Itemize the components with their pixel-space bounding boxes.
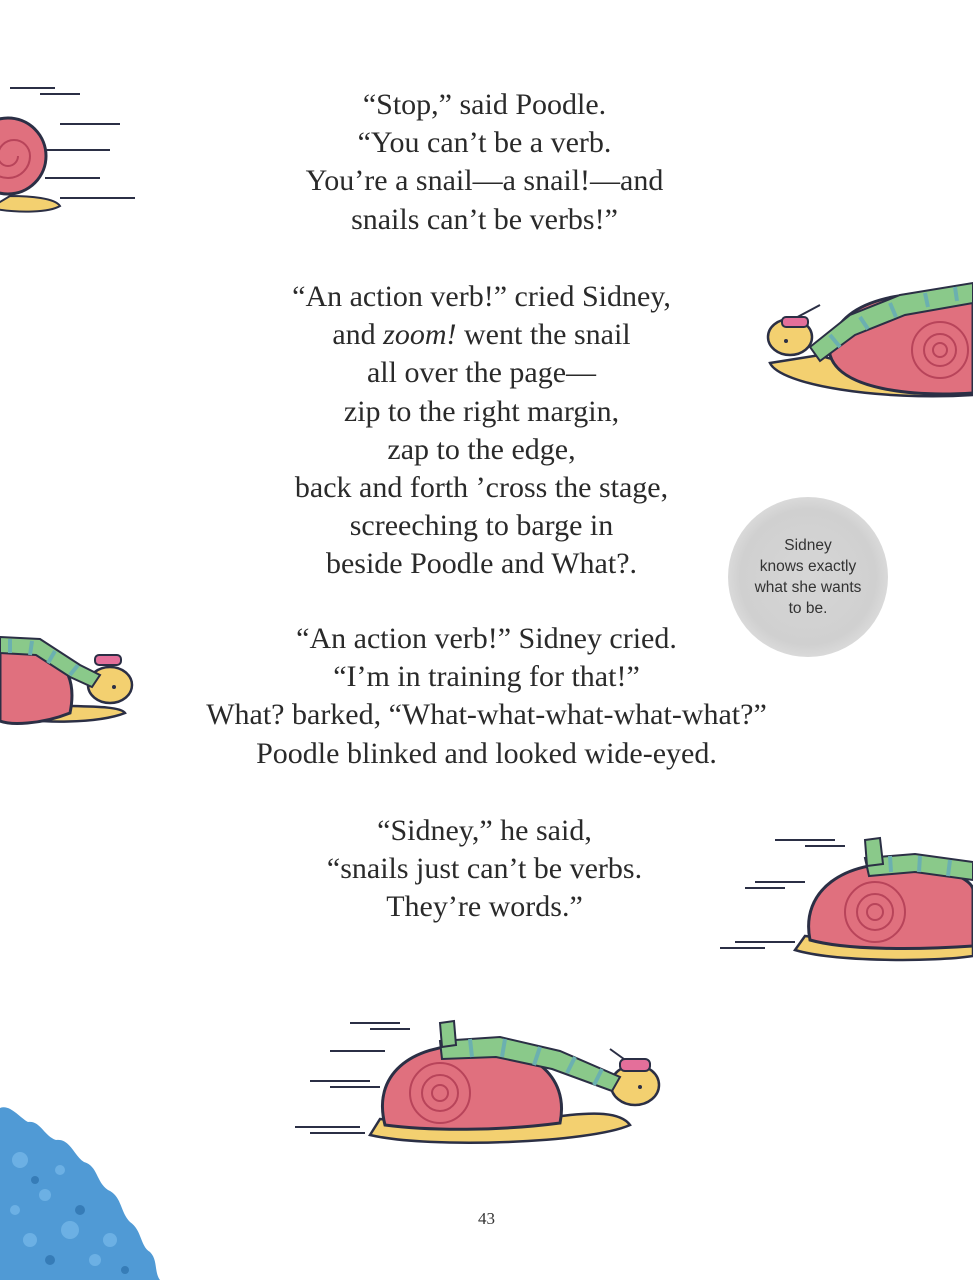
poem-line: beside Poodle and What?. [325,547,638,581]
poem-stanza-4 [0,812,971,927]
poem-line: back and forth ’cross the stage, [294,471,669,505]
poem-italic-zoom: zoom! [383,318,457,352]
poem-stanza-1 [0,86,971,239]
snail-illustration-bottom-center [290,1015,670,1150]
poem-line-part: and [332,318,384,352]
poem-line: zap to the edge, [387,432,576,466]
poem-line: They’re words.” [386,890,583,924]
sidenote-line: Sidney [784,537,832,554]
sidenote-bubble [728,497,888,657]
sidenote-line: what she wants [754,579,862,596]
poem-line: “You can’t be a verb. [357,126,612,160]
poem-line: “An action verb!” cried Sidney, [292,280,671,313]
poem-line: snails can’t be verbs!” [351,202,618,236]
poem-line: zip to the right margin, [343,394,620,428]
page-number: 43 [478,1209,495,1228]
poem-line: “snails just can’t be verbs. [326,852,643,886]
poem-line: You’re a snail—a snail!—and [305,164,664,198]
poem-line-zoom [0,316,968,354]
poem-line: “An action verb!” Sidney cried. [296,622,677,655]
sidenote-line: to be. [788,600,828,617]
sidenote-line: knows exactly [759,558,857,575]
poem-line: “I’m in training for that!” [333,660,640,694]
poem-line-part: went the snail [456,318,631,352]
poem-line: “Stop,” said Poodle. [362,88,607,121]
sidenote-text [743,535,873,619]
poem-line: screeching to barge in [349,509,614,543]
poem-line: Poodle blinked and looked wide-eyed. [256,736,717,770]
poem-line: “Sidney,” he said, [377,814,592,847]
poem-line: What? barked, “What-what-what-what-what?” [206,698,767,732]
poem-line: all over the page— [366,356,597,390]
paint-splash-icon [0,1100,170,1280]
